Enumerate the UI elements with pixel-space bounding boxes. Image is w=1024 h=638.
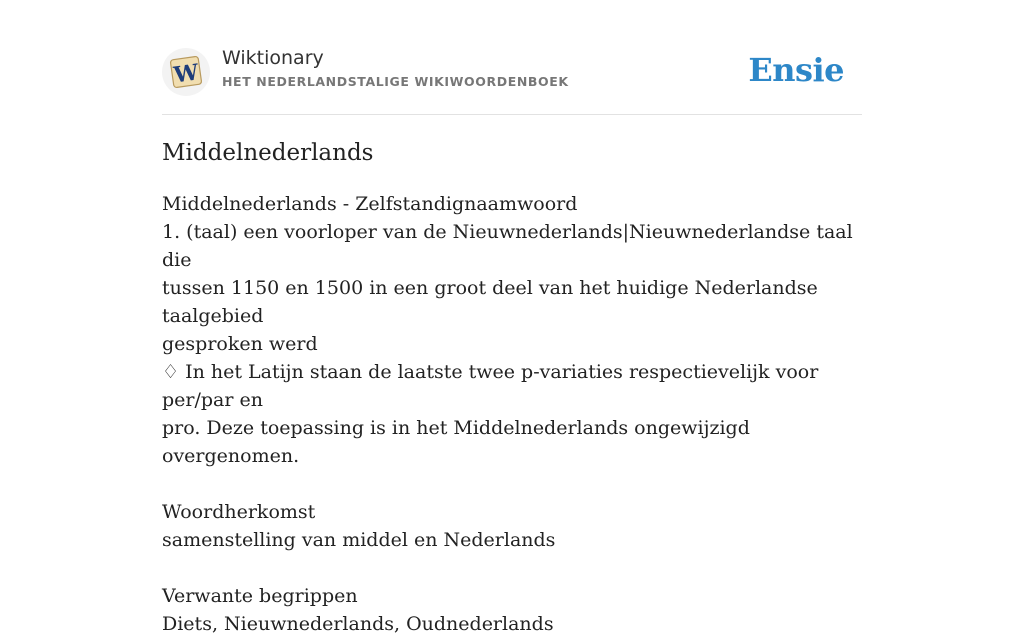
usage-note-line: pro. Deze toepassing is in het Middelnederlands ongewijzigd overgenomen.	[162, 417, 750, 467]
etymology-heading: Woordherkomst	[162, 501, 316, 523]
blank-line	[162, 554, 862, 582]
definition-line: gesproken werd	[162, 333, 318, 355]
site-brand[interactable]	[222, 46, 569, 90]
etymology-text: samenstelling van middel en Nederlands	[162, 529, 556, 551]
site-subtitle: HET NEDERLANDSTALIGE WIKIWOORDENBOEK	[222, 74, 569, 89]
ensie-logo[interactable]: Ensie	[748, 51, 844, 89]
entry-heading: Middelnederlands - Zelfstandignaamwoord	[162, 193, 578, 215]
related-terms: Diets, Nieuwnederlands, Oudnederlands	[162, 613, 554, 635]
site-header	[162, 44, 862, 115]
wiktionary-logo-icon[interactable]	[162, 48, 210, 96]
definition-line: tussen 1150 en 1500 in een groot deel van het huidige Nederlandse taalgebied	[162, 277, 818, 327]
definition-line: 1. (taal) een voorloper van de Nieuwnederlands|Nieuwnederlandse taal die	[162, 221, 853, 271]
entry-content	[162, 190, 862, 638]
page-title: Middelnederlands	[162, 140, 374, 166]
usage-note-line: ♢ In het Latijn staan de laatste twee p-variaties respectievelijk voor per/par en	[162, 361, 819, 411]
related-heading: Verwante begrippen	[162, 585, 358, 607]
site-name[interactable]: Wiktionary	[222, 47, 324, 69]
blank-line	[162, 470, 862, 498]
svg-text:W: W	[172, 59, 201, 89]
